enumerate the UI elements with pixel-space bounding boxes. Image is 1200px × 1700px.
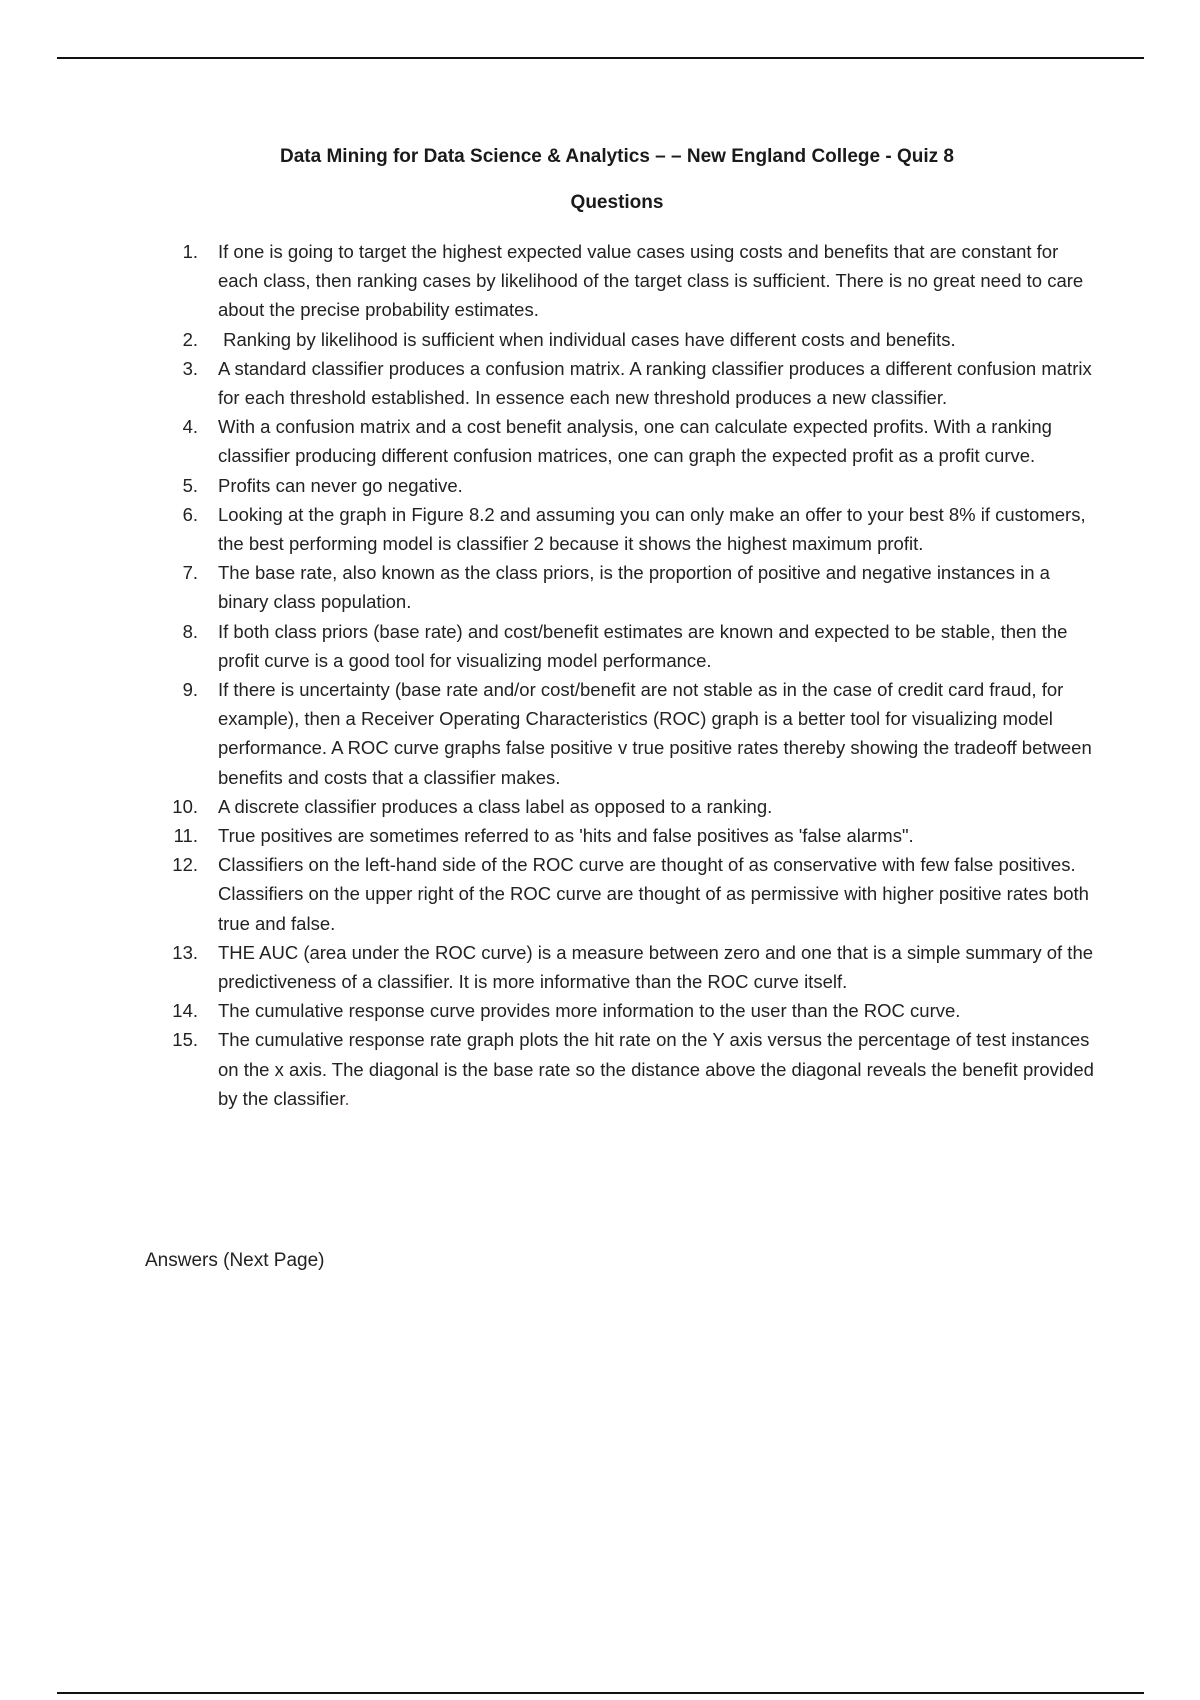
question-text: Profits can never go negative. — [218, 474, 463, 496]
question-number: 8. — [182, 620, 198, 642]
question-number: 5. — [182, 474, 198, 496]
question-number: 6. — [182, 503, 198, 525]
question-text: If one is going to target the highest expected value cases using costs and benefits that are constant for each class, then ranking cases by likelihood of the target class is sufficient. There is no great need to care about the precise probability estimates. — [218, 241, 1084, 321]
question-text: Classifiers on the left-hand side of the ROC curve are thought of as conservative with few false positives. Classifiers on the upper right of the ROC curve are thought of as permissive with higher positive rates both true and false. — [218, 854, 1089, 934]
question-number: 9. — [182, 679, 198, 701]
question-item — [168, 1025, 1098, 1113]
question-item — [168, 354, 1098, 412]
question-number: 13. — [172, 941, 198, 963]
question-number: 10. — [172, 795, 198, 817]
question-text-period: . — [344, 1087, 350, 1109]
questions-list — [168, 237, 1098, 1113]
question-text: The cumulative response curve provides more information to the user than the ROC curve. — [218, 1000, 961, 1022]
answers-note: Answers (Next Page) — [145, 1250, 325, 1271]
question-number: 11. — [173, 825, 198, 847]
question-text: With a confusion matrix and a cost benefit analysis, one can calculate expected profits. With a ranking classifier producing different confusion matrices, one can graph the expected profit as a profit curve. — [218, 416, 1052, 467]
bottom-divider — [57, 1692, 1144, 1694]
question-item — [168, 237, 1098, 325]
question-item — [168, 675, 1098, 792]
question-item — [168, 325, 1098, 354]
question-text: The base rate, also known as the class priors, is the proportion of positive and negative instances in a binary class population. — [218, 562, 1050, 613]
question-text: True positives are sometimes referred to as 'hits and false positives as 'false alarms". — [218, 825, 914, 847]
document-title: Data Mining for Data Science & Analytics – – New England College - Quiz 8 — [280, 146, 954, 167]
question-number: 4. — [182, 416, 198, 438]
question-number: 15. — [172, 1029, 198, 1051]
section-heading: Questions — [570, 192, 664, 213]
question-text: A standard classifier produces a confusion matrix. A ranking classifier produces a different confusion matrix for each threshold established. In essence each new threshold produces a new classifier. — [218, 357, 1092, 409]
question-text: If there is uncertainty (base rate and/or cost/benefit are not stable as in the case of credit card fraud, for example), then a Receiver Operating Characteristics (ROC) graph is a better tool for visualizing model performance. A ROC curve graphs false positive v true positive rates thereby showing the tradeoff between benefits and costs that a classifier makes. — [218, 679, 1092, 788]
question-item — [168, 558, 1098, 616]
question-text-body: The cumulative response rate graph plots the hit rate on the Y axis versus the percentage of test instances on the x axis. The diagonal is the base rate so the distance above the diagonal reveals the benefit provided by the classifier — [218, 1029, 1094, 1109]
question-number: 2. — [182, 328, 198, 350]
question-number: 3. — [182, 357, 198, 379]
question-text: A discrete classifier produces a class label as opposed to a ranking. — [218, 795, 773, 817]
question-item — [168, 617, 1098, 675]
question-number: 14. — [172, 1000, 198, 1022]
question-number: 7. — [182, 562, 198, 584]
question-number: 12. — [172, 854, 198, 876]
question-text: Ranking by likelihood is sufficient when individual cases have different costs and benefits. — [218, 328, 956, 350]
question-text: THE AUC (area under the ROC curve) is a measure between zero and one that is a simple summary of the predictiveness of a classifier. It is more informative than the ROC curve itself. — [218, 941, 1094, 993]
question-item — [168, 821, 1098, 850]
question-item — [168, 996, 1098, 1025]
question-text: If both class priors (base rate) and cost/benefit estimates are known and expected to be stable, then the profit curve is a good tool for visualizing model performance. — [218, 620, 1068, 671]
question-item — [168, 938, 1098, 996]
top-divider — [57, 57, 1144, 59]
question-number: 1. — [182, 241, 198, 262]
question-item — [168, 471, 1098, 500]
question-text: Looking at the graph in Figure 8.2 and assuming you can only make an offer to your best 8% if customers, the best performing model is classifier 2 because it shows the highest maximum profit. — [218, 503, 1086, 555]
question-item — [168, 500, 1098, 558]
question-item — [168, 850, 1098, 938]
question-item — [168, 412, 1098, 470]
question-text — [218, 1025, 1098, 1113]
question-item — [168, 792, 1098, 821]
